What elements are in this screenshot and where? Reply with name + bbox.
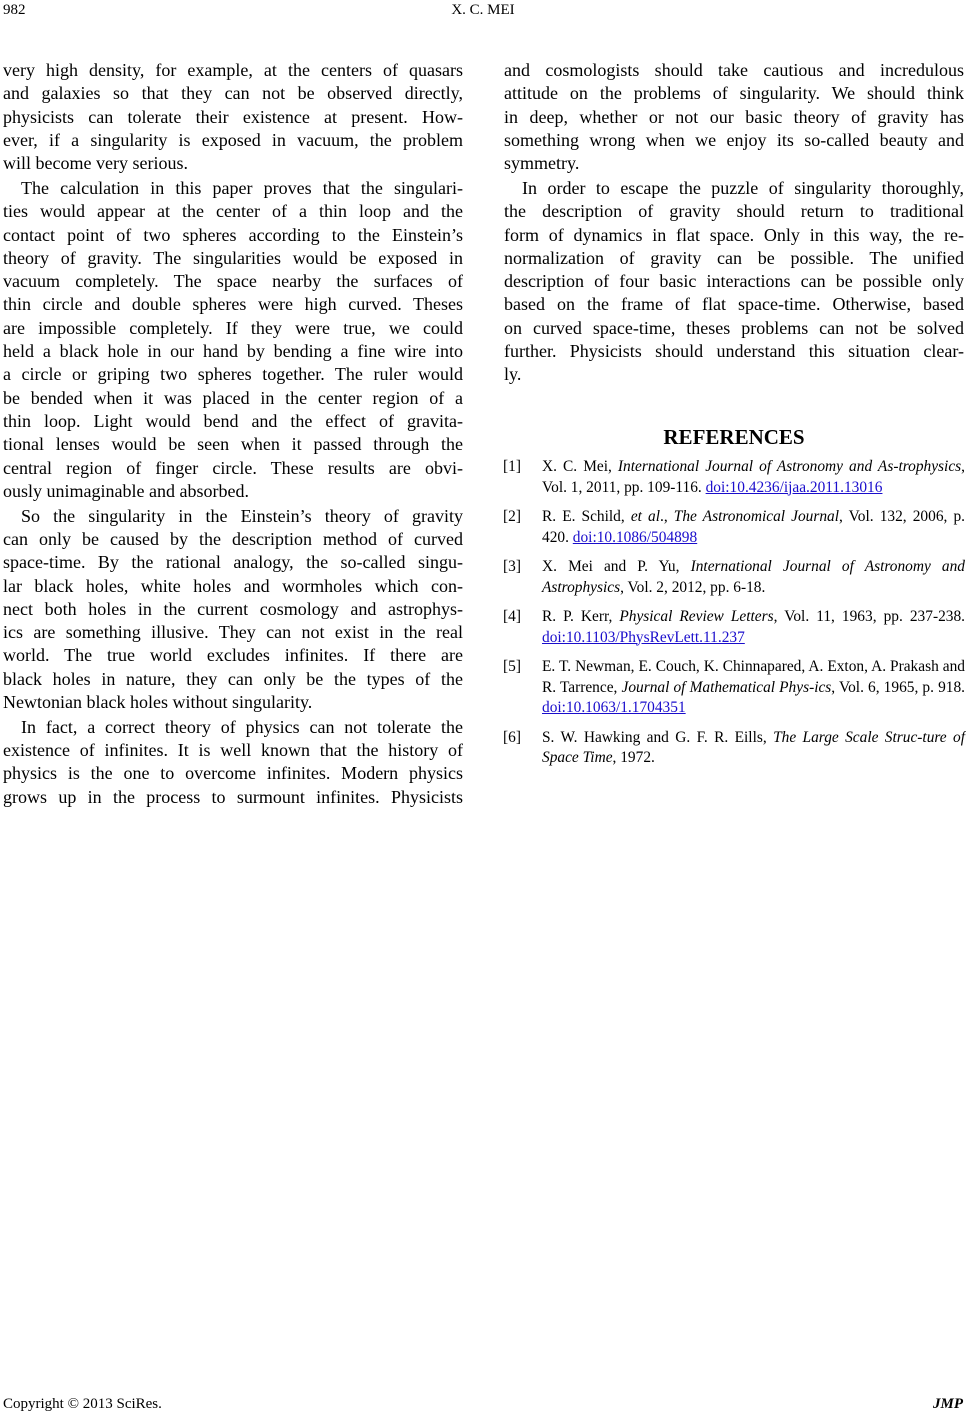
text-line: and cosmologists should take cautious and incredulous bbox=[504, 60, 964, 80]
reference-number: [6] bbox=[503, 728, 521, 746]
text-line: In fact, a correct theory of physics can not tolerate the bbox=[21, 716, 463, 737]
reference-number: [2] bbox=[503, 508, 521, 525]
paragraph bbox=[504, 59, 964, 175]
reference-number: [4] bbox=[503, 608, 521, 625]
reference-text bbox=[542, 507, 965, 548]
text-line: existence of infinites. It is well known that the history of bbox=[3, 740, 463, 761]
text-line: thin loop. Light would bend and the effect of gravita- bbox=[3, 410, 463, 431]
text-line: on curved space-time, theses problems can not be solved bbox=[504, 317, 964, 338]
text-line: in deep, whether or not our basic theory of gravity has bbox=[504, 106, 964, 127]
text-line: tional lenses would be seen when it passed through the bbox=[3, 434, 463, 455]
text-line: black holes in nature, they can only be the types of the bbox=[3, 668, 463, 689]
reference-segment: , Vol. 11, 1963, pp. 237-238. bbox=[773, 608, 965, 625]
text-line: contact point of two spheres according to the Einstein’s bbox=[3, 224, 463, 245]
text-line: The calculation in this paper proves that the singulari- bbox=[21, 177, 463, 198]
text-line: be bended when it was placed in the center region of a bbox=[3, 387, 463, 408]
doi-link[interactable]: doi:10.4236/ijaa.2011.13016 bbox=[705, 478, 883, 496]
reference-segment: , Vol. 2, 2012, pp. 6-18. bbox=[620, 578, 766, 596]
text-line: So the singularity in the Einstein’s theory of gravity bbox=[21, 505, 463, 526]
reference-segment: ., bbox=[659, 508, 674, 525]
text-line: and galaxies so that they can not be observed directly, bbox=[3, 83, 463, 104]
reference-text bbox=[542, 607, 965, 648]
text-line: something wrong when we enjoy its so-called beauty and bbox=[504, 129, 964, 150]
text-line: form of dynamics in flat space. Only in this way, the re- bbox=[504, 224, 964, 245]
journal-abbrev: JMP bbox=[933, 1396, 963, 1412]
text-line: attitude on the problems of singularity. We should think bbox=[504, 83, 964, 104]
doi-link[interactable]: doi:10.1086/504898 bbox=[572, 528, 698, 546]
reference-number: [1] bbox=[503, 458, 521, 475]
text-line: normalization of gravity can be possible. The unified bbox=[504, 247, 964, 268]
text-line: the description of gravity should return to traditional bbox=[504, 201, 964, 222]
reference-item bbox=[503, 728, 965, 769]
reference-segment: , 1972. bbox=[612, 749, 655, 766]
text-line: Newtonian black holes without singularity. bbox=[3, 692, 313, 713]
right-column bbox=[504, 59, 964, 388]
paragraph bbox=[3, 716, 463, 809]
text-line: physics is the one to overcome infinites. Modern physics bbox=[3, 763, 463, 784]
text-line: description of four basic interactions can be possible only bbox=[504, 271, 964, 292]
text-line: In order to escape the puzzle of singularity thoroughly, bbox=[522, 177, 964, 198]
reference-title: et al bbox=[630, 508, 660, 525]
reference-segment: , Vol. 6, 1965, p. 918. bbox=[831, 678, 965, 696]
reference-item bbox=[503, 507, 965, 548]
text-line: world. The true world excludes infinites. If there are bbox=[3, 645, 463, 666]
reference-title: International Journal of Astronomy and Astrophysics bbox=[542, 558, 966, 596]
text-line: grows up in the process to surmount infinites. Physicists bbox=[3, 786, 463, 807]
text-line: ously unimaginable and absorbed. bbox=[3, 480, 249, 501]
text-line: ever, if a singularity is exposed in vacuum, the problem bbox=[3, 129, 463, 150]
text-line: physicists can tolerate their existence at present. How- bbox=[3, 106, 463, 127]
text-line: held a black hole in our hand by bending a fine wire into bbox=[3, 341, 463, 362]
reference-segment: , Vol. 1, 2011, pp. 109-116. bbox=[542, 458, 965, 496]
doi-link[interactable]: doi:10.1103/PhysRevLett.11.237 bbox=[542, 628, 745, 646]
text-line: thin circle and double spheres were high curved. Theses bbox=[3, 294, 463, 315]
text-line: ties would appear at the center of a thin loop and the bbox=[3, 201, 463, 222]
reference-text bbox=[542, 457, 965, 498]
reference-title: International Journal of Astronomy and As-trophysics bbox=[617, 458, 962, 475]
text-line: are impossible completely. If they were true, we could bbox=[3, 317, 463, 338]
paragraph bbox=[3, 505, 463, 715]
text-line: based on the frame of flat space-time. Otherwise, based bbox=[504, 294, 964, 315]
paragraph bbox=[504, 177, 964, 387]
reference-segment: R. E. Schild, bbox=[542, 508, 631, 525]
reference-title: The Astronomical Journal bbox=[673, 508, 840, 525]
reference-title: Journal of Mathematical Phys-ics bbox=[621, 678, 832, 696]
reference-number: [5] bbox=[503, 658, 521, 675]
text-line: theory of gravity. The singularities would be exposed in bbox=[3, 247, 463, 268]
text-line: will become very serious. bbox=[3, 153, 188, 174]
text-line: ics are something illusive. They can not exist in the real bbox=[3, 622, 463, 643]
text-line: lar black holes, white holes and wormholes which con- bbox=[3, 575, 463, 596]
text-line: vacuum completely. The space nearby the surfaces of bbox=[3, 271, 463, 292]
copyright-notice: Copyright © 2013 SciRes. bbox=[3, 1396, 162, 1412]
paragraph bbox=[3, 59, 463, 175]
reference-segment: R. P. Kerr, bbox=[542, 608, 620, 625]
running-head: X. C. MEI bbox=[451, 2, 515, 18]
reference-segment: , Vol. 132, 2006, p. 420. bbox=[542, 508, 965, 546]
text-line: nect both holes in the current cosmology and astrophys- bbox=[3, 598, 463, 619]
left-column bbox=[3, 59, 463, 811]
reference-item bbox=[503, 557, 965, 598]
reference-segment: X. Mei and P. Yu, bbox=[542, 558, 691, 575]
reference-number: [3] bbox=[503, 558, 521, 575]
reference-segment: E. T. Newman, E. Couch, K. Chinnapared, A. Exton, A. Prakash and R. Tarrence, bbox=[542, 658, 965, 696]
reference-title: The Large Scale Struc-ture of Space Time bbox=[542, 728, 965, 766]
text-line: space-time. By the rational analogy, the so-called singu- bbox=[3, 552, 463, 573]
reference-title: Physical Review Letters bbox=[619, 608, 774, 625]
text-line: can only be caused by the description method of curved bbox=[3, 528, 463, 549]
text-line: ly. bbox=[504, 364, 522, 385]
reference-item bbox=[503, 457, 965, 498]
paragraph bbox=[3, 177, 463, 503]
doi-link[interactable]: doi:10.1063/1.1704351 bbox=[542, 699, 686, 716]
reference-text bbox=[542, 657, 965, 719]
reference-item bbox=[503, 607, 965, 648]
reference-segment: X. C. Mei, bbox=[542, 458, 618, 475]
text-line: central region of finger circle. These results are obvi- bbox=[3, 457, 463, 478]
references-heading: REFERENCES bbox=[663, 425, 805, 449]
text-line: symmetry. bbox=[504, 153, 580, 174]
text-line: very high density, for example, at the centers of quasars bbox=[3, 60, 463, 80]
text-line: further. Physicists should understand this situation clear- bbox=[504, 341, 964, 362]
reference-item bbox=[503, 657, 965, 719]
reference-text bbox=[542, 728, 965, 769]
reference-text bbox=[542, 557, 965, 598]
text-line: a circle or griping two spheres together. The ruler would bbox=[3, 364, 463, 385]
references-list bbox=[503, 457, 965, 778]
reference-segment: S. W. Hawking and G. F. R. Eills, bbox=[542, 728, 774, 746]
page-number: 982 bbox=[3, 2, 26, 18]
